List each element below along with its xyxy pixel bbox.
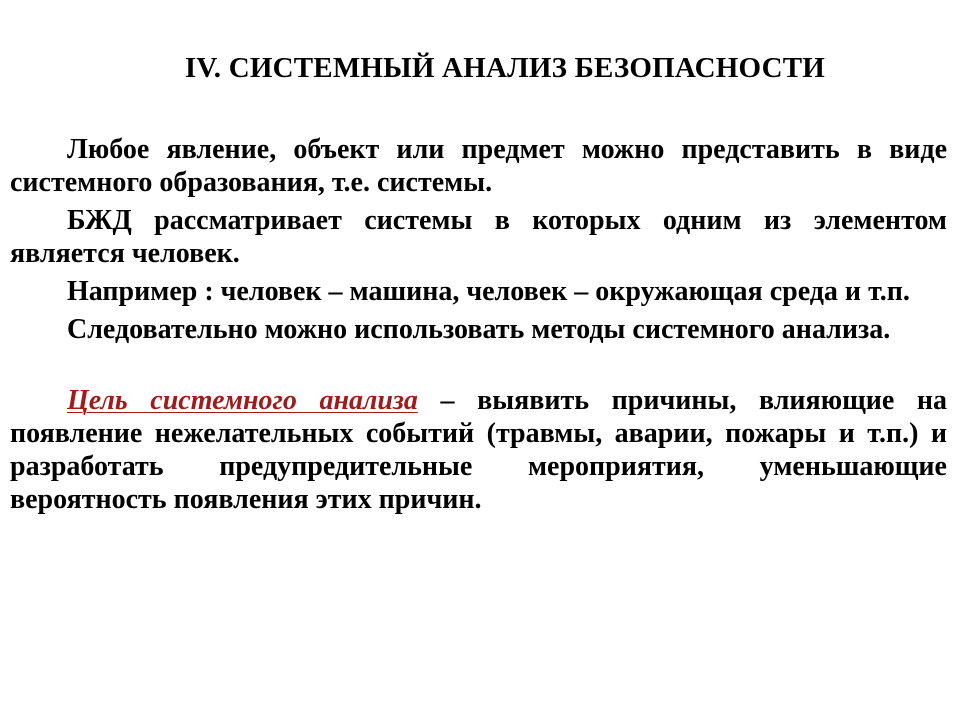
paragraph-example: Например : человек – машина, человек – окружающая среда и т.п.: [67, 276, 910, 307]
paragraph-conclusion: Следовательно можно использовать методы системного анализа.: [67, 314, 891, 345]
paragraph-bzhd: БЖД рассматривает системы в которых одним из элементом является человек.: [10, 205, 947, 269]
paragraph-systems: Любое явление, объект или предмет можно представить в виде системного образования, т.е. системы.: [10, 134, 947, 198]
slide-body: [10, 133, 947, 521]
goal-term: Цель системного анализа: [67, 385, 418, 416]
goal-text: – выявить причины, влияющие на появление нежелательных событий (травмы, аварии, пожары и т.п.) и разработать предупредительные мероприятия, уменьшающие вероятность появления этих причин.: [10, 385, 948, 515]
paragraph-goal: [10, 384, 947, 516]
slide-title: IV. СИСТЕМНЫЙ АНАЛИЗ БЕЗОПАСНОСТИ: [184, 52, 826, 84]
